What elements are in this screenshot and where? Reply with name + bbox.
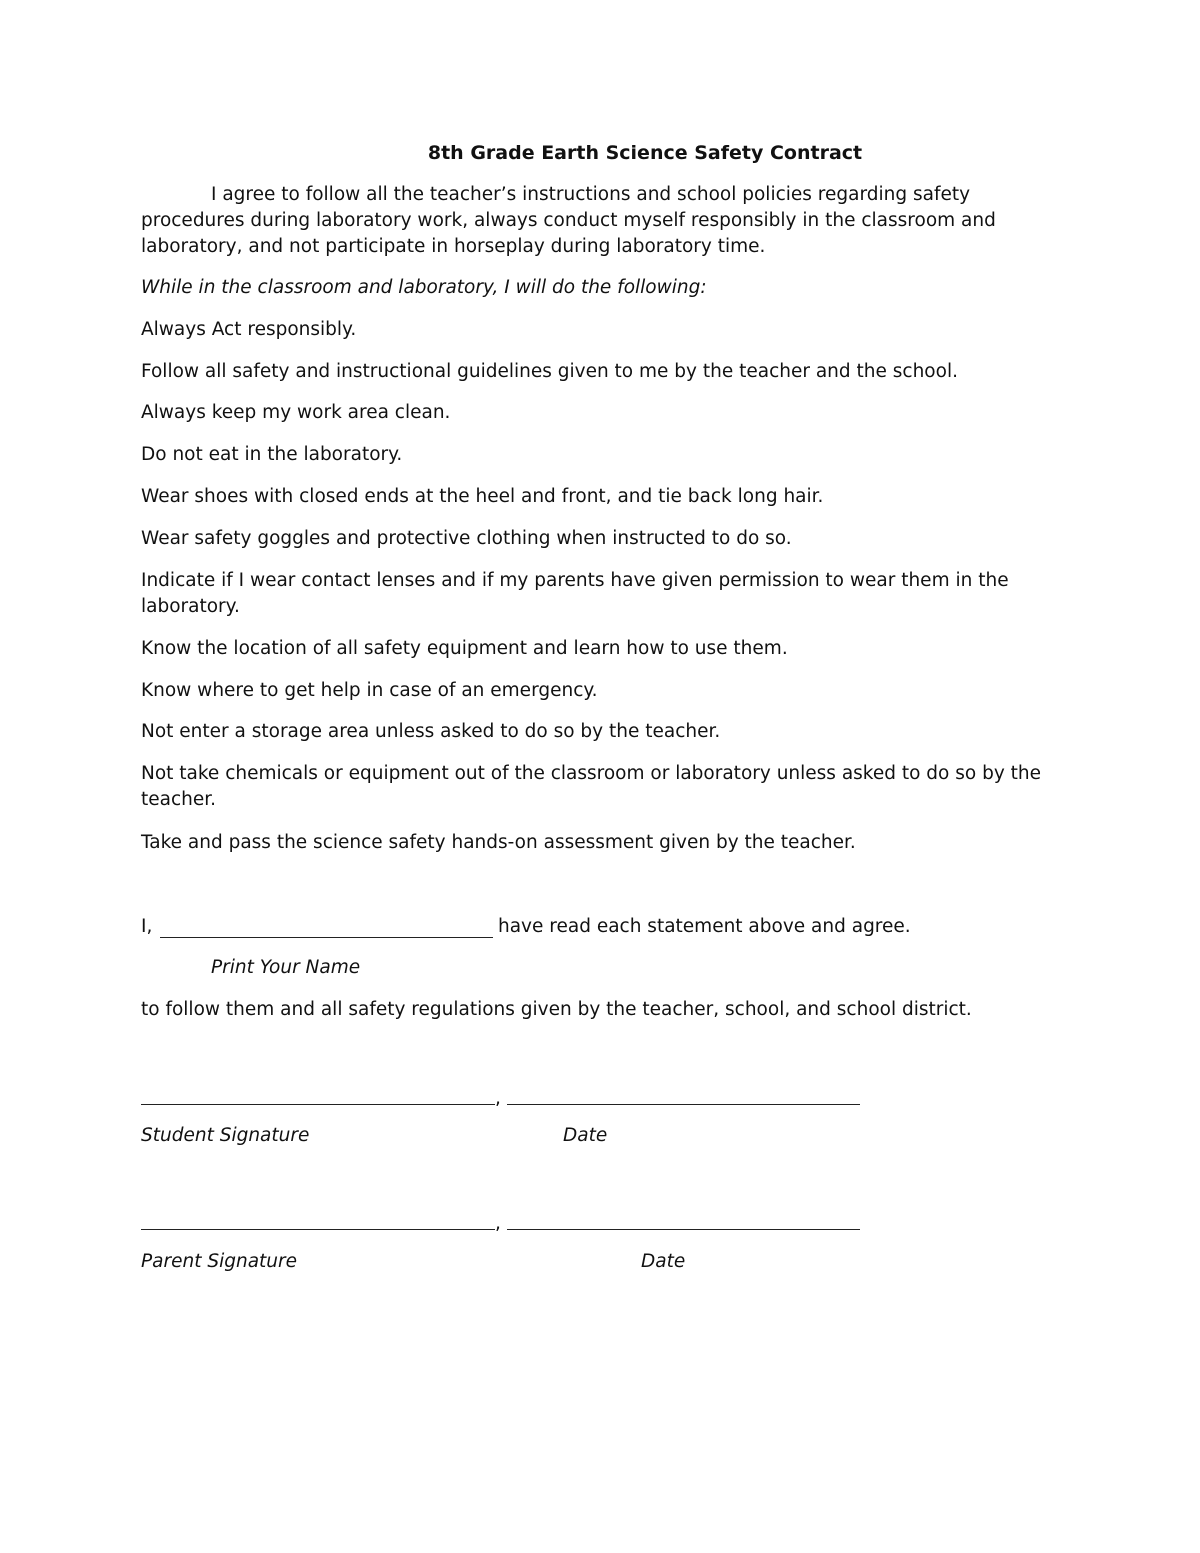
student-signature-label: Student Signature [141,1125,310,1146]
rule-item: Indicate if I wear contact lenses and if my parents have given permission to wear them in the laboratory. [141,570,1009,617]
rule-item: Take and pass the science safety hands-on assessment given by the teacher. [141,832,856,853]
rule-item: Not take chemicals or equipment out of the classroom or laboratory unless asked to do so by the teacher. [141,763,1042,810]
intro-paragraph: I agree to follow all the teacher’s instructions and school policies regarding safety procedures during laboratory work, always conduct myself responsibly in the classroom and laboratory, and not participate in horseplay during laboratory time. [141,184,996,257]
agreement-prefix: I, [141,916,153,937]
rule-item: Follow all safety and instructional guidelines given to me by the teacher and the school. [141,361,958,382]
student-date-label: Date [563,1125,608,1146]
name-caption: Print Your Name [211,957,361,978]
rule-item: Not enter a storage area unless asked to do so by the teacher. [141,721,721,742]
parent-date-line[interactable] [507,1229,860,1230]
rule-item: Do not eat in the laboratory. [141,444,403,465]
rule-item: Wear safety goggles and protective clothing when instructed to do so. [141,528,792,549]
rule-item: Always Act responsibly. [141,319,357,340]
rule-item: Wear shoes with closed ends at the heel and front, and tie back long hair. [141,486,824,507]
lead-in-text: While in the classroom and laboratory, I will do the following: [141,277,707,298]
parent-signature-line[interactable] [141,1229,495,1230]
name-blank-line[interactable] [160,937,493,938]
parent-signature-label: Parent Signature [141,1251,297,1272]
parent-date-label: Date [641,1251,686,1272]
document-title: 8th Grade Earth Science Safety Contract [427,142,863,164]
rule-item: Know the location of all safety equipment and learn how to use them. [141,638,788,659]
rule-item: Know where to get help in case of an emergency. [141,680,598,701]
signature-comma: , [495,1088,501,1109]
student-signature-line[interactable] [141,1104,495,1105]
student-date-line[interactable] [507,1104,860,1105]
rule-item: Always keep my work area clean. [141,402,451,423]
agreement-suffix: have read each statement above and agree. [498,916,911,937]
signature-comma: , [495,1213,501,1234]
agreement-continuation: to follow them and all safety regulations given by the teacher, school, and school district. [141,999,972,1020]
